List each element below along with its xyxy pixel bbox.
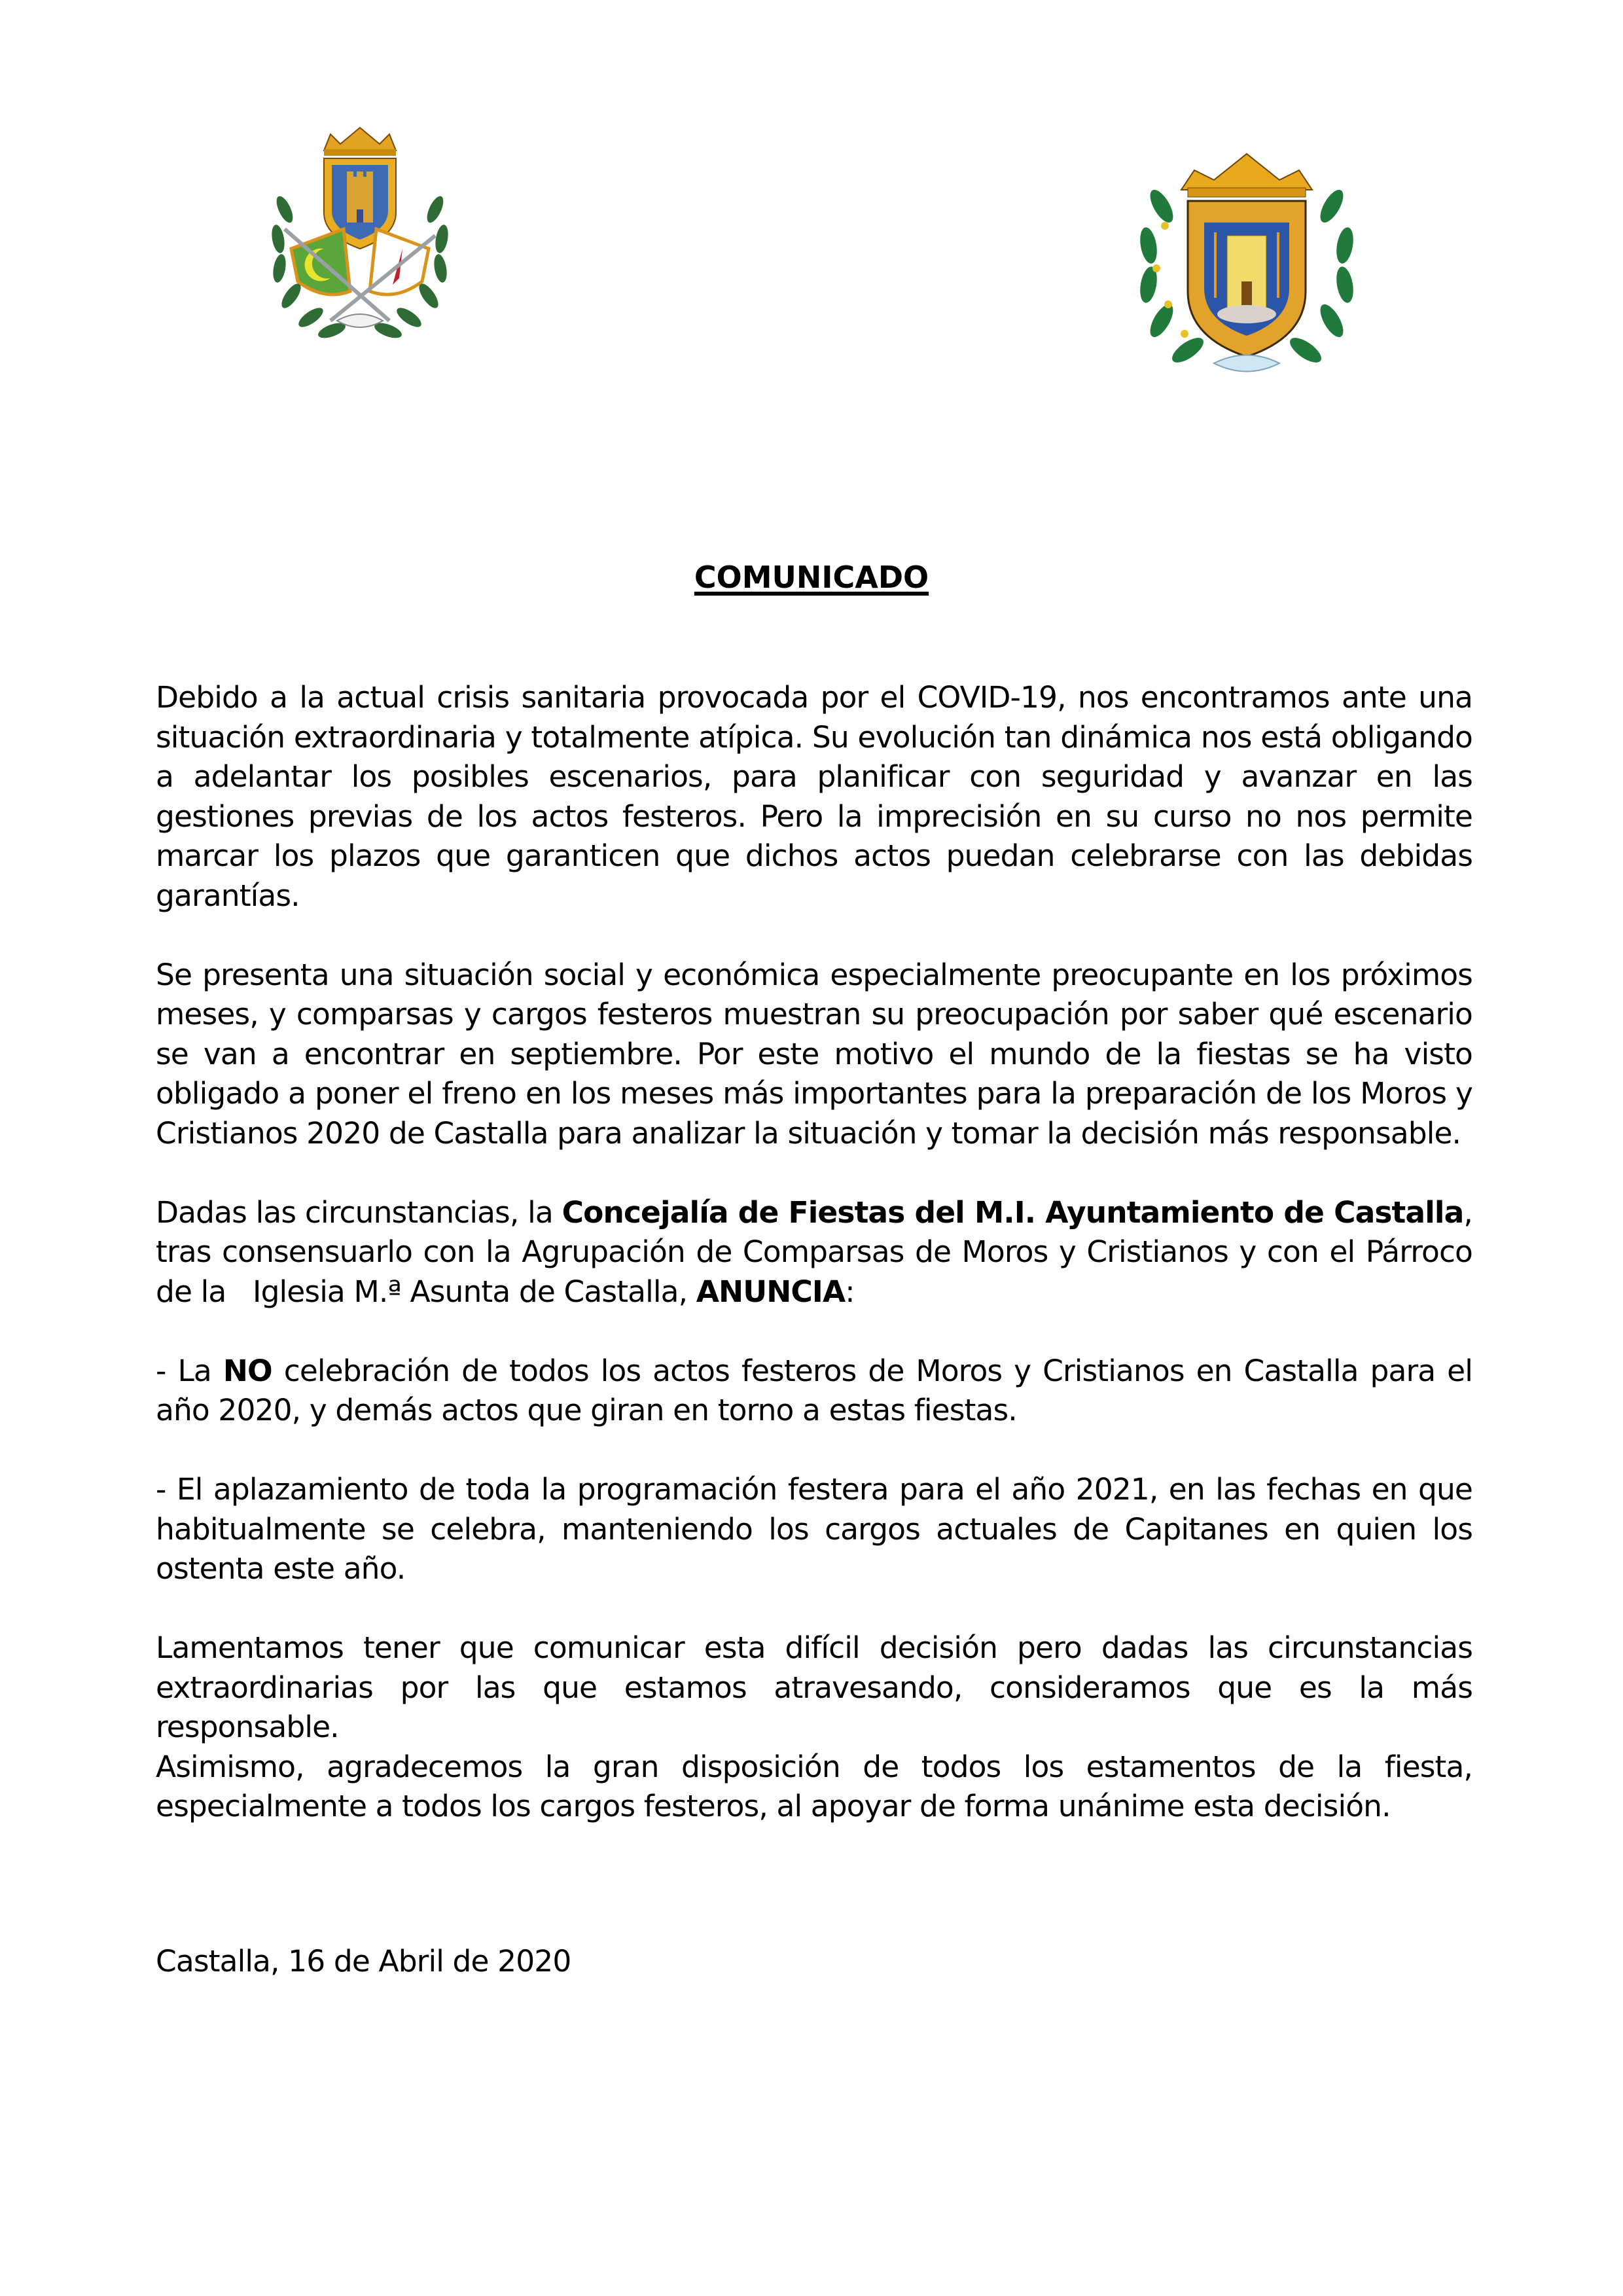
paragraph-3-concejalia: Concejalía de Fiestas del M.I. Ayuntamiento de Castalla [562, 1194, 1464, 1230]
paragraph-3 [156, 1193, 1472, 1312]
paragraph-3-text-c: , tras consensuarlo con la Agrupación de Comparsas de Moros y Cristianos y con el Párroco de la Iglesia M.ª Asunta de Castalla, [156, 1194, 1472, 1309]
paragraph-4-no: NO [223, 1353, 272, 1388]
paragraph-3-anuncia: ANUNCIA [696, 1274, 846, 1309]
title-text: COMUNICADO [694, 560, 929, 595]
paragraph-7: Asimismo, agradecemos la gran disposición de todos los estamentos de la fiesta, especialmente a todos los cargos festeros, al apoyar de forma unánime esta decisión. [156, 1749, 1472, 1823]
paragraph-1: Debido a la actual crisis sanitaria provocada por el COVID-19, nos encontramos ante una situación extraordinaria y totalmente atípica. Su evolución tan dinámica nos está obligando a adelantar los posibles escenarios, para planificar con seguridad y avanzar en las gestiones previas de los actos festeros. Pero la imprecisión en su curso no nos permite marcar los plazos que garanticen que dichos actos puedan celebrarse con las debidas garantías. [156, 680, 1472, 913]
document-body [156, 678, 1472, 1866]
paragraph-3-text-e: : [845, 1274, 855, 1309]
castalla-coat-of-arms-logo [1116, 141, 1378, 403]
paragraph-4 [156, 1352, 1472, 1431]
paragraph-4-text-a: - La [156, 1353, 223, 1388]
document-title [0, 560, 1623, 595]
paragraph-5: - El aplazamiento de toda la programación festera para el año 2021, en las fechas en que habitualmente se celebra, manteniendo los cargos actuales de Capitanes en quien los ostenta este año. [156, 1472, 1472, 1586]
date-line: Castalla, 16 de Abril de 2020 [156, 1944, 571, 1979]
comparsas-crest-logo [259, 124, 461, 360]
paragraph-6: Lamentamos tener que comunicar esta difícil decisión pero dadas las circunstancias extraordinarias por las que estamos atravesando, consideramos que es la más responsable. [156, 1630, 1472, 1744]
paragraph-2: Se presenta una situación social y económica especialmente preocupante en los próximos meses, y comparsas y cargos festeros muestran su preocupación por saber qué escenario se van a encontrar en septiembre. Por este motivo el mundo de la fiestas se ha visto obligado a poner el freno en los meses más importantes para la preparación de los Moros y Cristianos 2020 de Castalla para analizar la situación y tomar la decisión más responsable. [156, 957, 1472, 1151]
paragraph-3-text-a: Dadas las circunstancias, la [156, 1194, 562, 1230]
paragraph-4-text-c: celebración de todos los actos festeros de Moros y Cristianos en Castalla para el año 2020, y demás actos que giran en torno a estas fiestas. [156, 1353, 1473, 1427]
